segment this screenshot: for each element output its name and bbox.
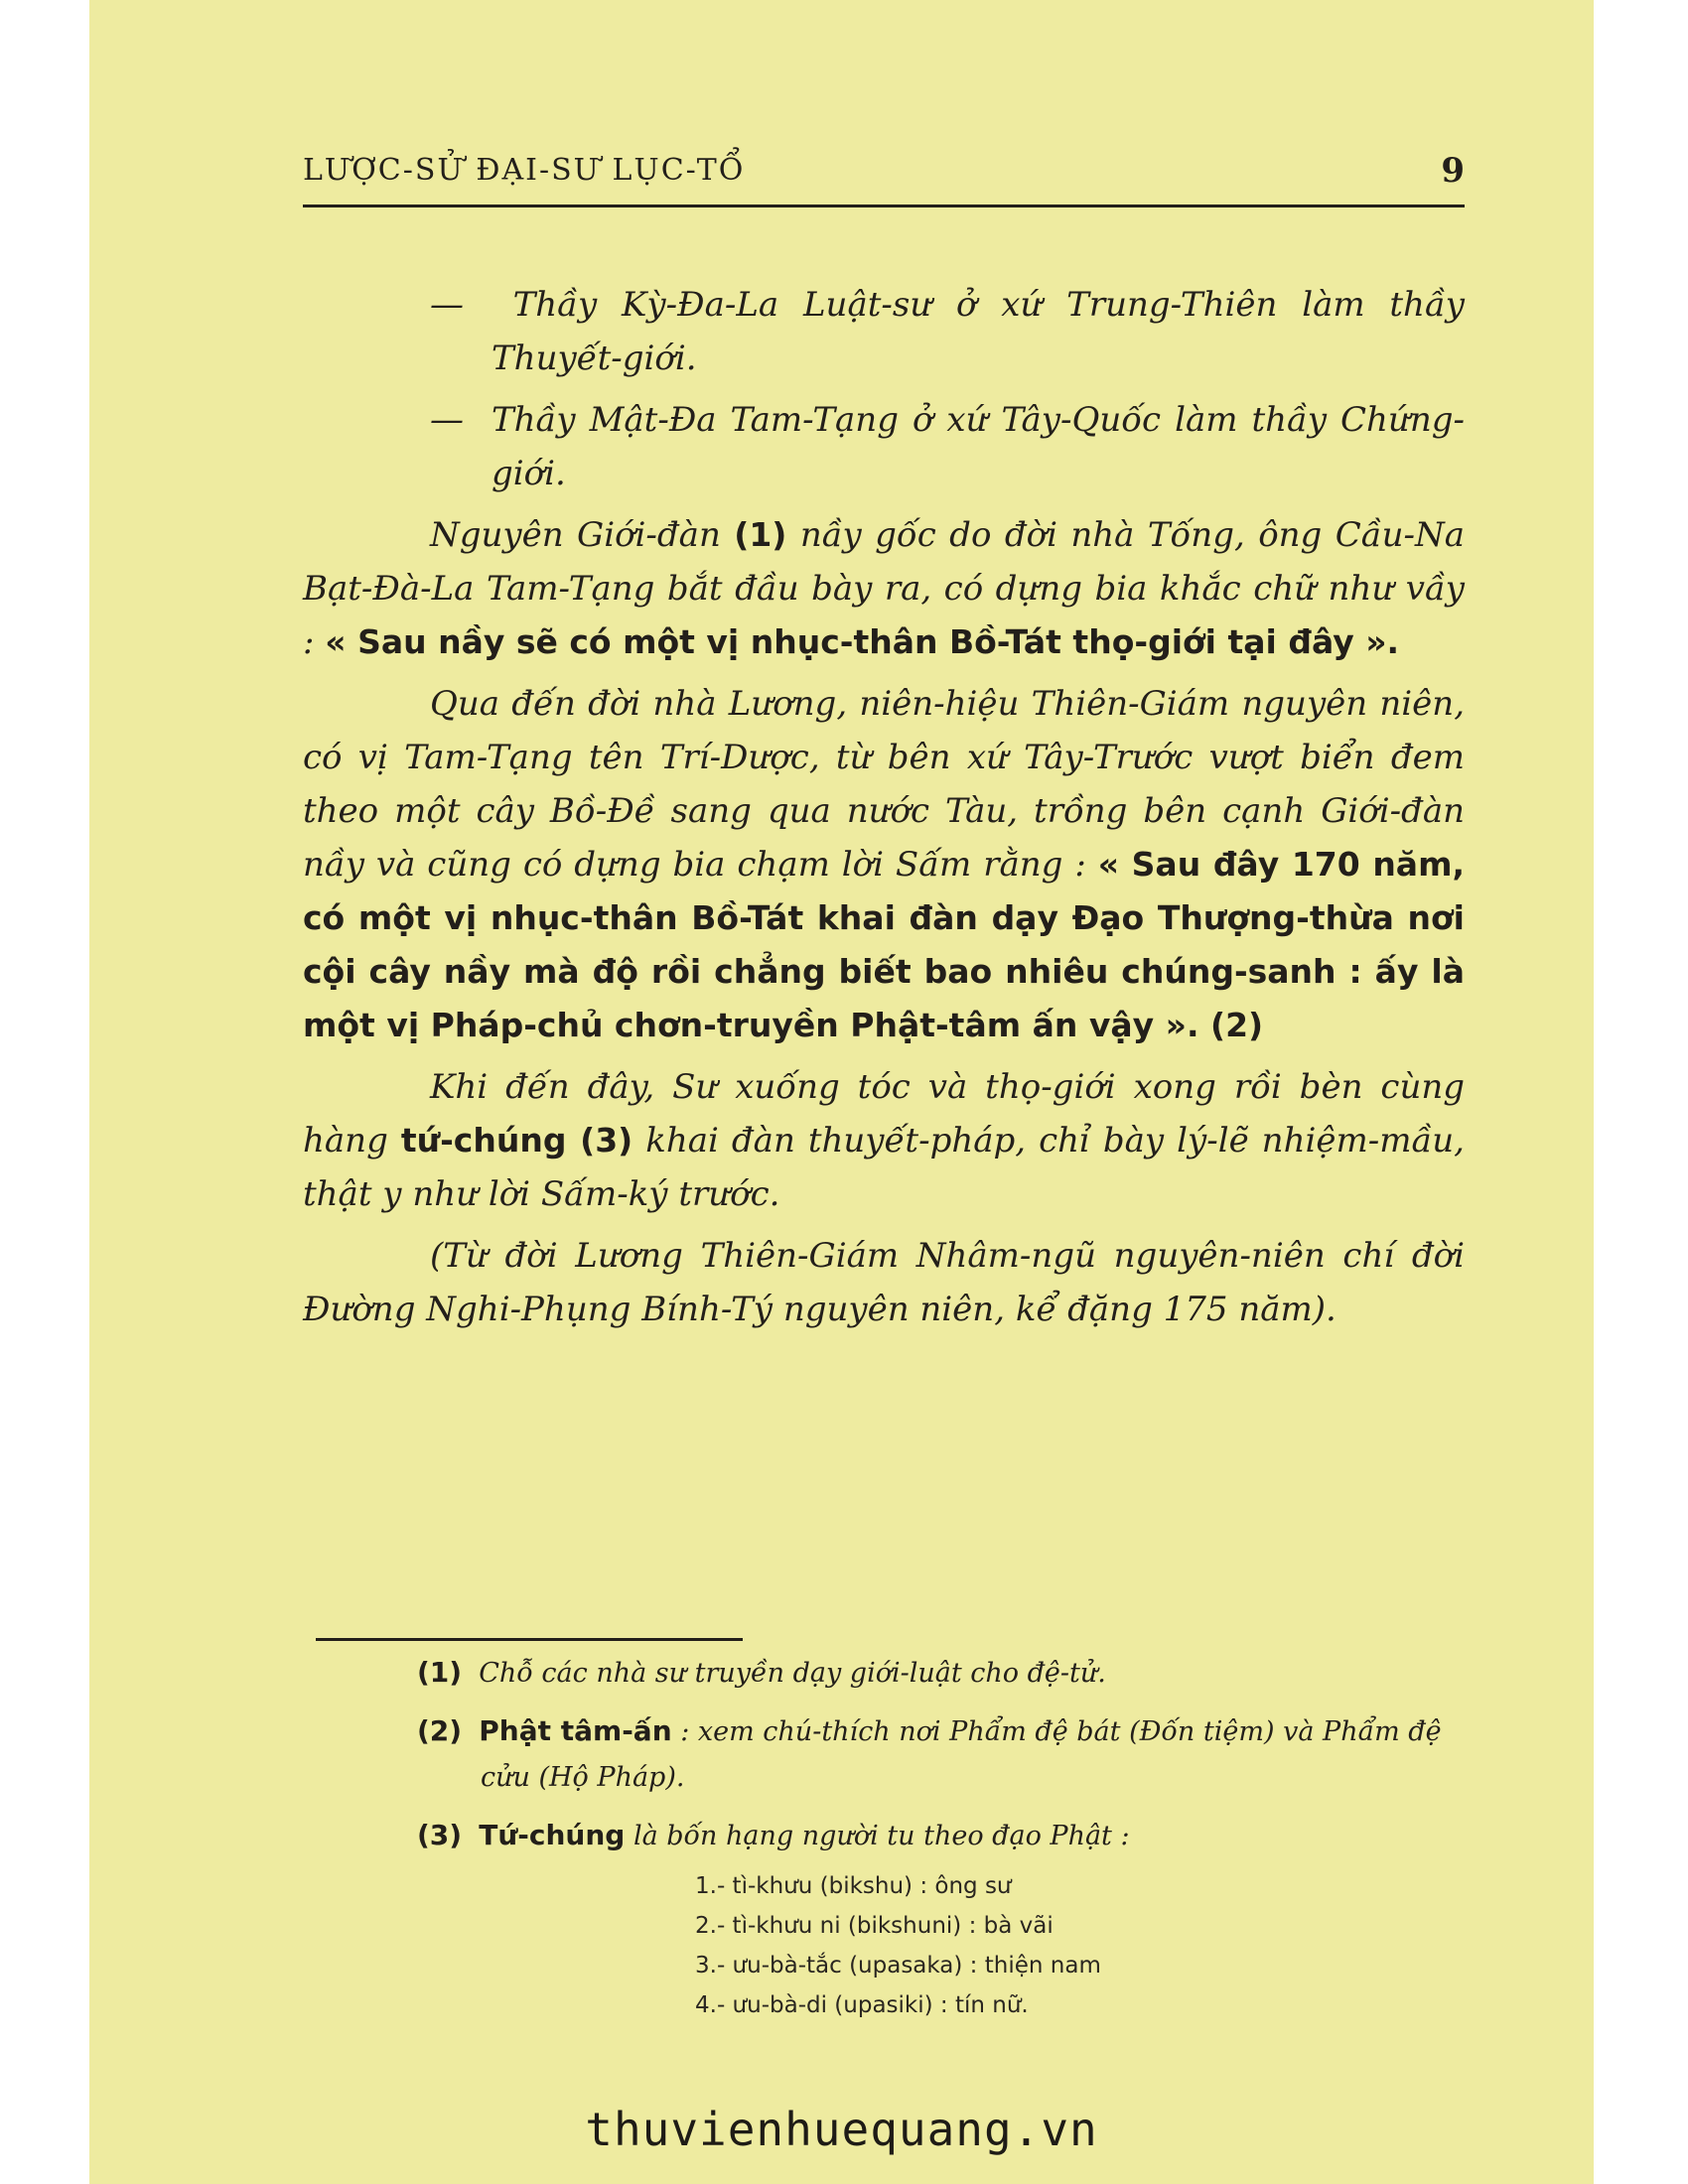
text-run: Khi đến đây, Sư xuống tóc và thọ-giới xong rồi bèn cùng hàng — [303, 1067, 1465, 1160]
prophecy-quote: « Sau đây 170 năm, có một vị nhục-thân Bồ-Tát khai đàn dạy Đạo Thượng-thừa nơi cội cây nầy mà độ rồi chẳng biết bao nhiêu chúng-sanh : ấy là một vị Pháp-chủ chơn-truyền Phật-tâm ấn vậy ». — [303, 845, 1465, 1044]
footnote-number: (3) — [417, 1819, 463, 1851]
footnote-number: (1) — [417, 1656, 463, 1689]
list-item: 2.- tì-khưu ni (bikshuni) : bà vãi — [695, 1913, 1054, 1939]
em-dash: — — [430, 400, 464, 440]
page-number: 9 — [1441, 151, 1465, 191]
main-text — [303, 278, 1465, 1344]
tu-chung-list — [695, 1866, 1291, 2025]
footnote-text: là bốn hạng người tu theo đạo Phật : — [625, 1821, 1130, 1851]
footnote-2 — [417, 1708, 1470, 1801]
paragraph-chronology: (Từ đời Lương Thiên-Giám Nhâm-ngũ nguyên-niên chí đời Đường Nghi-Phụng Bính-Tý nguyên niên, kể đặng 175 năm). — [303, 1236, 1465, 1329]
paragraph-nha-luong — [303, 677, 1465, 1052]
book-page — [89, 0, 1594, 2184]
text-run: khai đàn thuyết-pháp, chỉ bày lý-lẽ nhiệm-mầu, thật y như lời Sấm-ký trước. — [303, 1121, 1465, 1214]
inscription-quote: « Sau nầy sẽ có một vị nhục-thân Bồ-Tát thọ-giới tại đây ». — [325, 622, 1400, 661]
footnote-ref-1: (1) — [734, 515, 787, 554]
item-text: Thầy Mật-Đa Tam-Tạng ở xứ Tây-Quốc làm thầy Chứng-giới. — [491, 400, 1465, 493]
paragraph-khai-dan — [303, 1060, 1465, 1221]
list-item-chung-gioi — [303, 393, 1465, 500]
text-run: Nguyên Giới-đàn — [430, 515, 735, 555]
footnote-3 — [417, 1813, 1470, 1859]
page-header — [303, 149, 1465, 207]
footnote-1 — [417, 1650, 1470, 1697]
footnote-number: (2) — [417, 1714, 463, 1747]
list-item: 4.- ưu-bà-di (upasiki) : tín nữ. — [695, 1992, 1029, 2018]
list-item-thuyet-gioi — [303, 278, 1465, 385]
em-dash: — — [430, 285, 464, 325]
footnote-text: Chỗ các nhà sư truyền dạy giới-luật cho đệ-tử. — [479, 1658, 1106, 1689]
text-run: Qua đến đời nhà Lương, niên-hiệu Thiên-Giám nguyên niên, có vị Tam-Tạng tên Trí-Dược, từ bên xứ Tây-Trước vượt biển đem theo một cây Bồ-Đề sang qua nước Tàu, trồng bên cạnh Giới-đàn nầy và cũng có dựng bia chạm lời Sấm rằng : — [303, 684, 1465, 885]
running-title: LƯỢC-SỬ ĐẠI-SƯ LỤC-TỔ — [303, 153, 746, 188]
list-item: 1.- tì-khưu (bikshu) : ông sư — [695, 1873, 1012, 1899]
item-text: Thầy Kỳ-Đa-La Luật-sư ở xứ Trung-Thiên làm thầy Thuyết-giới. — [492, 285, 1465, 378]
footnote-term: Tứ-chúng — [479, 1819, 626, 1851]
footnote-term: Phật tâm-ấn — [479, 1714, 672, 1747]
paragraph-gioi-dan — [303, 508, 1465, 669]
footnote-ref-3: tứ-chúng (3) — [400, 1121, 633, 1160]
footnote-divider — [316, 1638, 743, 1641]
list-item: 3.- ưu-bà-tắc (upasaka) : thiện nam — [695, 1953, 1101, 1979]
footnote-ref-2: (2) — [1198, 1006, 1264, 1044]
text-run: nầy gốc do đời nhà Tống, ông Cầu-Na Bạt-Đà-La Tam-Tạng bắt đầu bày ra, có dựng bia khắc chữ như vầy : — [303, 515, 1465, 662]
website-watermark: thuvienhuequang.vn — [585, 2103, 1098, 2156]
footnotes — [417, 1650, 1470, 1871]
footnote-text: : xem chú-thích nơi Phẩm đệ bát (Đốn tiệm) và Phẩm đệ cửu (Hộ Pháp). — [481, 1716, 1442, 1793]
